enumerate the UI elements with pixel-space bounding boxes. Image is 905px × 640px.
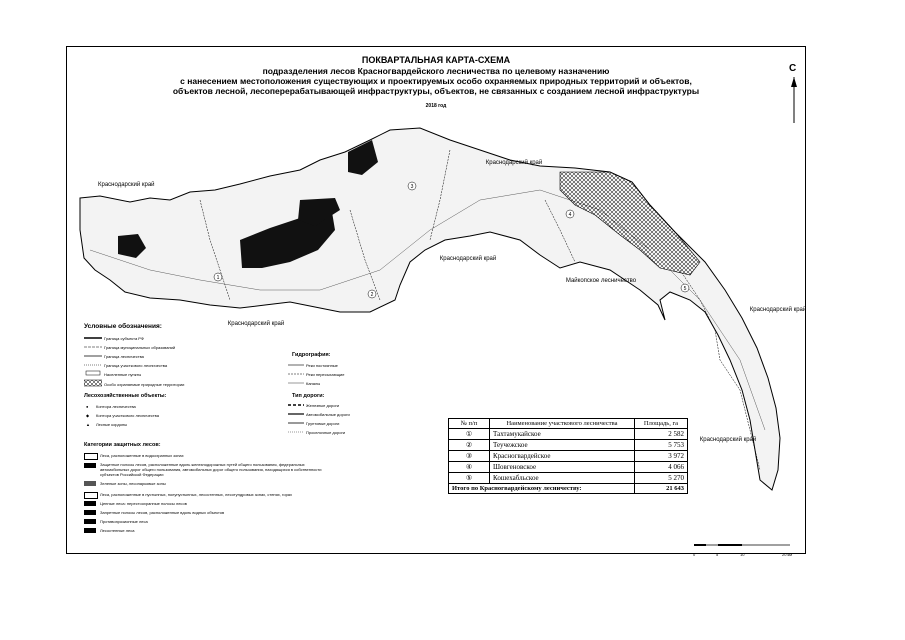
table-cell-idx: ④ — [449, 462, 490, 473]
legend-hydro: Реки постоянные — [306, 363, 338, 368]
legend-line-swatches — [288, 362, 304, 434]
table-row — [449, 440, 688, 451]
table-header: № п/п — [449, 419, 490, 429]
legend-road: Грунтовые дороги — [306, 421, 340, 426]
scale-label: 5 — [716, 552, 719, 557]
table-row — [449, 473, 688, 484]
office-icon: ● — [86, 404, 89, 409]
legend-hydro: Реки пересыхающие — [306, 372, 345, 377]
table-cell-idx: ③ — [449, 451, 490, 462]
category-swatch — [84, 492, 98, 499]
region-label-mid: Краснодарский край — [439, 256, 497, 262]
category-swatch — [84, 481, 96, 486]
scale-bar — [694, 544, 794, 550]
legend-road: Железные дороги — [306, 403, 340, 408]
legend-item: Граница участкового лесничества — [104, 363, 168, 368]
legend-object: Контора участкового лесничества — [96, 413, 159, 418]
legend-road: Проселочные дороги — [306, 430, 346, 435]
legend-item: Граница муниципальных образований — [104, 345, 176, 350]
map-title: ПОКВАРТАЛЬНАЯ КАРТА-СХЕМА — [361, 55, 511, 65]
legend-road: Автомобильные дороги — [306, 412, 350, 417]
forestry-table — [448, 418, 688, 494]
table-cell-area: 5 270 — [635, 473, 688, 484]
legend-boundary-swatches — [84, 336, 102, 396]
legend-object: Контора лесничества — [96, 404, 136, 409]
svg-text:5: 5 — [683, 286, 687, 292]
table-row — [449, 429, 688, 440]
legend-category: Леса, расположенные в пустынных, полупустынных, лесостепных, лесотундровых зонах, степях, горах — [100, 492, 293, 497]
table-header: Наименование участкового лесничества — [490, 419, 635, 429]
legend-object: Лесные кордоны — [96, 422, 128, 427]
category-swatch — [84, 501, 96, 506]
objects-heading: Лесохозяйственные объекты: — [84, 393, 167, 399]
cordon-icon: ▲ — [86, 422, 90, 427]
region-label-nw: Краснодарский край — [98, 182, 155, 188]
svg-text:2: 2 — [370, 292, 374, 298]
map-subtitle-3: объектов лесной, лесоперерабатывающей инфраструктуры, объектов, не связанных с созданием лесной инфраструктуры — [172, 86, 700, 96]
legend-category: Лесостепные леса — [100, 528, 135, 533]
region-label-se: Краснодарский край — [699, 437, 757, 443]
legend-hydro: Каналы — [306, 381, 321, 386]
table-cell-name: Кошехабльское — [490, 473, 635, 484]
svg-text:3: 3 — [410, 184, 414, 190]
table-cell-idx: ⑤ — [449, 473, 490, 484]
categories-heading: Категории защитных лесов: — [84, 442, 161, 448]
legend-category: Ценные леса: нерестоохранные полосы лесов — [100, 501, 187, 506]
category-swatch — [84, 510, 96, 515]
legend-item: Особо охраняемые природные территории — [104, 382, 185, 387]
table-cell-area: 3 972 — [635, 451, 688, 462]
svg-text:4: 4 — [568, 212, 572, 218]
table-cell-area: 4 066 — [635, 462, 688, 473]
table-cell-name: Красногвардейское — [490, 451, 635, 462]
maikop-label: Майкопское лесничество — [565, 278, 637, 284]
region-label-sw: Краснодарский край — [227, 321, 285, 327]
legend-item: Граница субъекта РФ — [104, 336, 144, 341]
table-cell-idx: ② — [449, 440, 490, 451]
hydro-heading: Гидрография: — [292, 352, 331, 358]
map-subtitle-1: подразделения лесов Красногвардейского лесничества по целевому назначению — [262, 66, 610, 76]
category-swatch — [84, 519, 96, 524]
table-cell-area: 5 753 — [635, 440, 688, 451]
table-cell-name: Теучежское — [490, 440, 635, 451]
legend-item: Граница лесничества — [104, 354, 144, 359]
table-cell-area: 2 582 — [635, 429, 688, 440]
map-year: 2018 год — [425, 103, 447, 109]
table-cell-idx: ① — [449, 429, 490, 440]
map-subtitle-2: с нанесением местоположения существующих и проектируемых особо охраняемых природных территорий и объектов, — [180, 76, 692, 86]
legend-category: Запретные полосы лесов, расположенные вдоль водных объектов — [100, 510, 225, 515]
scale-label: 20 км — [782, 552, 793, 557]
legend-heading: Условные обозначения: — [84, 323, 162, 330]
scale-label: 10 — [740, 552, 745, 557]
table-row — [449, 462, 688, 473]
district-office-icon: ◆ — [86, 413, 90, 418]
north-label: С — [789, 63, 797, 74]
table-header: Площадь, га — [635, 419, 688, 429]
region-label-ne: Краснодарский край — [485, 160, 543, 166]
region-label-e: Краснодарский край — [749, 307, 807, 313]
legend-category: Противоэрозионные леса — [100, 519, 148, 524]
legend-category: Леса, расположенные в водоохранных зонах — [100, 453, 184, 458]
table-cell-name: Тахтамукайское — [490, 429, 635, 440]
table-total-label: Итого по Красногвардейскому лесничеству: — [449, 484, 635, 494]
table-row — [449, 451, 688, 462]
table-total-area: 21 643 — [635, 484, 688, 494]
table-cell-name: Шовгеновское — [490, 462, 635, 473]
legend-category: Зеленые зоны, лесопарковые зоны — [100, 481, 166, 486]
legend-item: Населенные пункты — [104, 372, 142, 377]
category-swatch — [84, 463, 96, 468]
legend-category: Защитные полосы лесов, расположенные вдоль железнодорожных путей общего пользования, федеральных автомобильных дорог общего пользования, автомобильных дорог общего пользования, находящихся в собственности субъектов Российской Федерации — [100, 462, 322, 477]
table-total-row — [449, 484, 688, 494]
scale-label: 0 — [693, 552, 696, 557]
category-swatch — [84, 453, 98, 460]
svg-text:1: 1 — [216, 275, 220, 281]
category-swatch — [84, 528, 96, 533]
roads-heading: Тип дороги: — [292, 393, 325, 399]
